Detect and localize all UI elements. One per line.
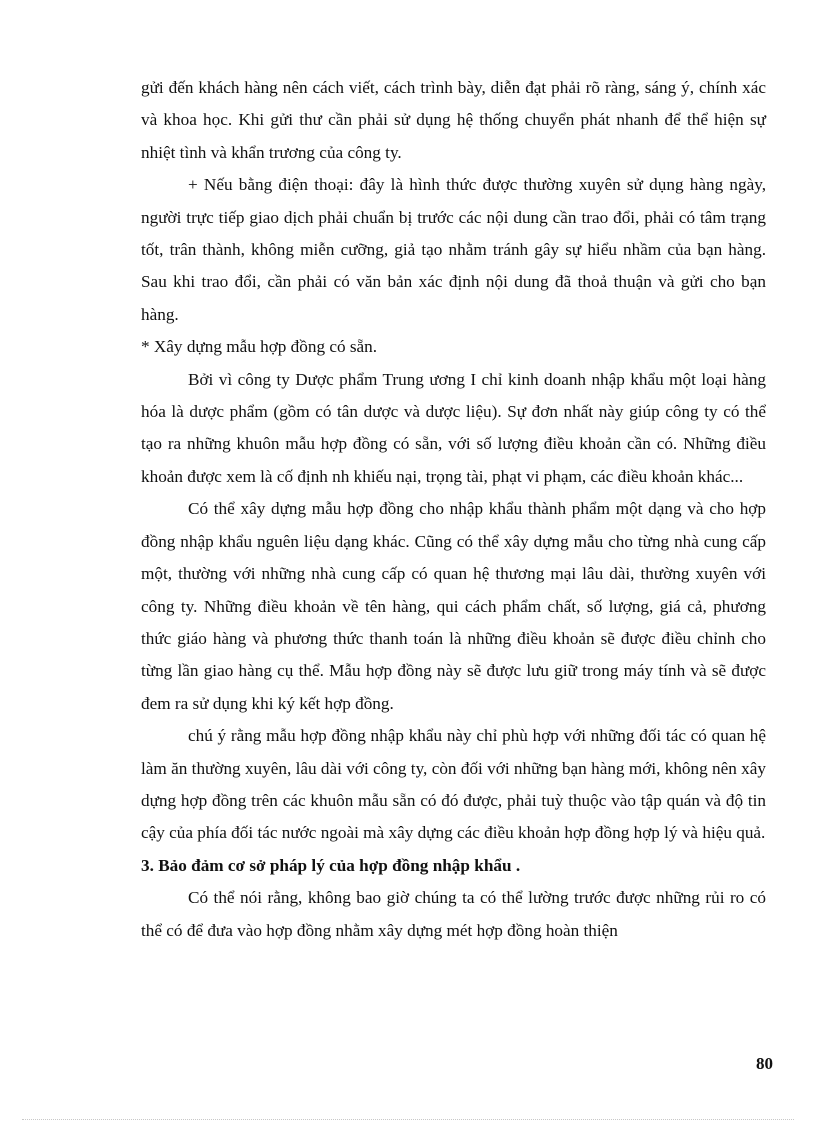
- page-number: 80: [756, 1054, 773, 1073]
- paragraph-letter-guidance: gửi đến khách hàng nên cách viết, cách trình bày, diễn đạt phải rõ ràng, sáng ý, chính xác và khoa học. Khi gửi thư cần phải sử dụng hệ thống chuyển phát nhanh để thể hiện sự nhiệt tình và khẩn trương của công ty.: [141, 78, 766, 162]
- section-heading: 3. Bảo đảm cơ sở pháp lý của hợp đồng nhập khẩu .: [141, 855, 521, 875]
- bullet-heading-contract-template: * Xây dựng mẫu hợp đồng có sẵn.: [141, 337, 378, 357]
- paragraph-template-note: chú ý rằng mẫu hợp đồng nhập khẩu này chỉ phù hợp với những đối tác có quan hệ làm ăn thường xuyên, lâu dài với công ty, còn đối với những bạn hàng mới, không nên xây dựng hợp đồng trên các khuôn mẫu sẵn có đó được, phải tuỳ thuộc vào tập quán và độ tin cậy của phía đối tác nước ngoài mà xây dựng các điều khoản hợp đồng hợp lý và hiệu quả.: [141, 726, 766, 843]
- paragraph-template-types: Có thể xây dựng mẫu hợp đồng cho nhập khẩu thành phẩm một dạng và cho hợp đồng nhập khẩu nguên liệu dạng khác. Cũng có thể xây dựng mẫu cho từng nhà cung cấp một, thường với những nhà cung cấp có quan hệ thương mại lâu dài, thường xuyên với công ty. Những điều khoản về tên hàng, qui cách phẩm chất, số lượng, giá cả, phương thức giáo hàng và phương thức thanh toán là những điều khoản sẽ được điều chỉnh cho từng lần giao hàng cụ thể. Mẫu hợp đồng này sẽ được lưu giữ trong máy tính và sẽ được đem ra sử dụng khi ký kết hợp đồng.: [141, 499, 766, 713]
- paragraph-single-product: Bởi vì công ty Dược phẩm Trung ương I chỉ kinh doanh nhập khẩu một loại hàng hóa là dược phẩm (gồm có tân dược và dược liệu). Sự đơn nhất này giúp công ty có thể tạo ra những khuôn mẫu hợp đồng có sẵn, với số lượng điều khoản cần có. Những điều khoản được xem là cố định nh khiếu nại, trọng tài, phạt vi phạm, các điều khoản khác...: [141, 369, 766, 486]
- footer-divider: [22, 1119, 794, 1120]
- paragraph-telephone: + Nếu bằng điện thoại: đây là hình thức được thường xuyên sử dụng hàng ngày, người trực tiếp giao dịch phải chuẩn bị trước các nội dung cần trao đổi, phải có tâm trạng tốt, trân thành, không miễn cưỡng, giả tạo nhằm tránh gây sự hiểu nhầm của bạn hàng. Sau khi trao đổi, cần phải có văn bản xác định nội dung đã thoả thuận và gửi cho bạn hàng.: [141, 175, 766, 324]
- document-body: [141, 72, 766, 947]
- paragraph-legal-basis: Có thể nói rằng, không bao giờ chúng ta có thể lường trước được những rủi ro có thể có để đưa vào hợp đồng nhằm xây dựng mét hợp đồng hoàn thiện: [141, 888, 766, 940]
